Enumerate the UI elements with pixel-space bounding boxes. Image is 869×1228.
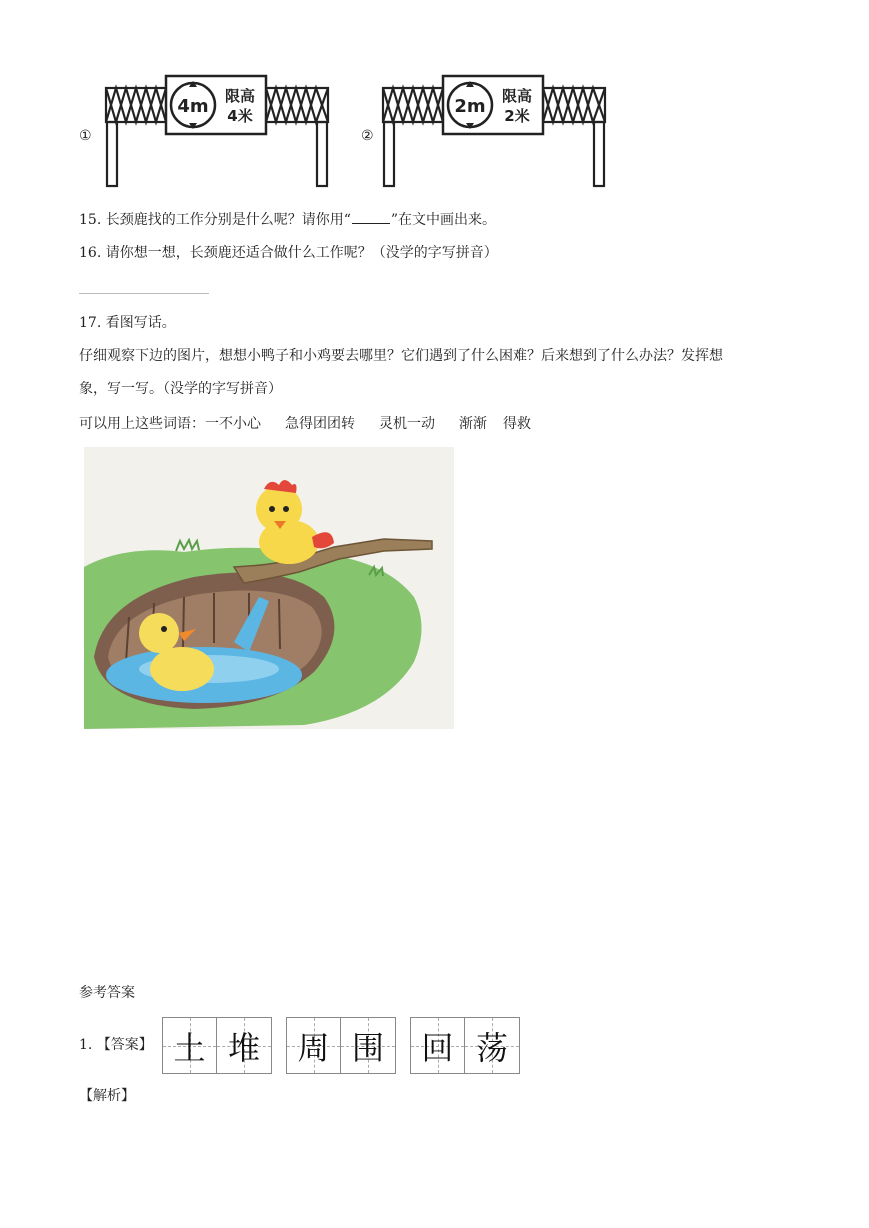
question-17-line2: 象，写一写。（没学的字写拼音） [79,381,282,397]
question-15 [79,210,496,230]
grid-cell [287,1018,341,1073]
answer-character: 周 [297,1028,330,1067]
question-16: 16. 请你想一想，长颈鹿还适合做什么工作呢？（没学的字写拼音） [79,245,498,261]
chick-and-duckling-illustration [84,447,454,729]
word-bank-word: 灵机一动 [379,416,435,432]
sign-2-line2: 2米 [504,107,530,125]
grid-cell [411,1018,465,1073]
question-15-text-b: ”在文中画出来。 [390,212,497,228]
answer-1-prefix: 1. 【答案】 [79,1037,153,1053]
sign-1-line2: 4米 [227,107,253,125]
sign-1-number: ① [79,128,92,144]
character-grid-2 [286,1017,396,1074]
word-bank-word: 渐渐 [459,416,487,432]
word-bank-label: 可以用上这些词语： [79,416,205,432]
analysis-label: 【解析】 [79,1088,135,1104]
question-15-text-a: 15. 长颈鹿找的工作分别是什么呢？请你用“ [79,212,351,228]
answers-heading: 参考答案 [79,985,135,1001]
question-17-line1: 仔细观察下边的图片，想想小鸭子和小鸡要去哪里？它们遇到了什么困难？后来想到了什么办法？发挥想 [79,348,723,364]
height-limit-sign-2 [380,74,608,190]
sign-1-line1: 限高 [224,87,256,105]
grid-cell [465,1018,519,1073]
word-bank-word: 得救 [503,416,531,432]
character-grid-3 [410,1017,520,1074]
answer-blank-line[interactable] [79,293,209,294]
answer-character: 回 [421,1028,454,1067]
character-grid-1 [162,1017,272,1074]
answer-character: 荡 [475,1028,508,1067]
sign-2-line1: 限高 [501,87,533,105]
word-bank-word: 一不小心 [205,416,261,432]
word-bank-word: 急得团团转 [285,416,355,432]
height-limit-sign-1 [103,74,331,190]
underline-mark [352,211,390,224]
sign-1-circle-text: 4m [177,96,209,117]
grid-cell [217,1018,271,1073]
answer-character: 堆 [227,1028,260,1067]
question-17-title: 17. 看图写话。 [79,315,176,331]
sign-2-number: ② [361,128,374,144]
word-bank [79,414,531,434]
grid-cell [163,1018,217,1073]
answer-character: 土 [173,1028,206,1067]
grid-cell [341,1018,395,1073]
sign-2-circle-text: 2m [454,96,486,117]
answer-character: 围 [351,1028,384,1067]
